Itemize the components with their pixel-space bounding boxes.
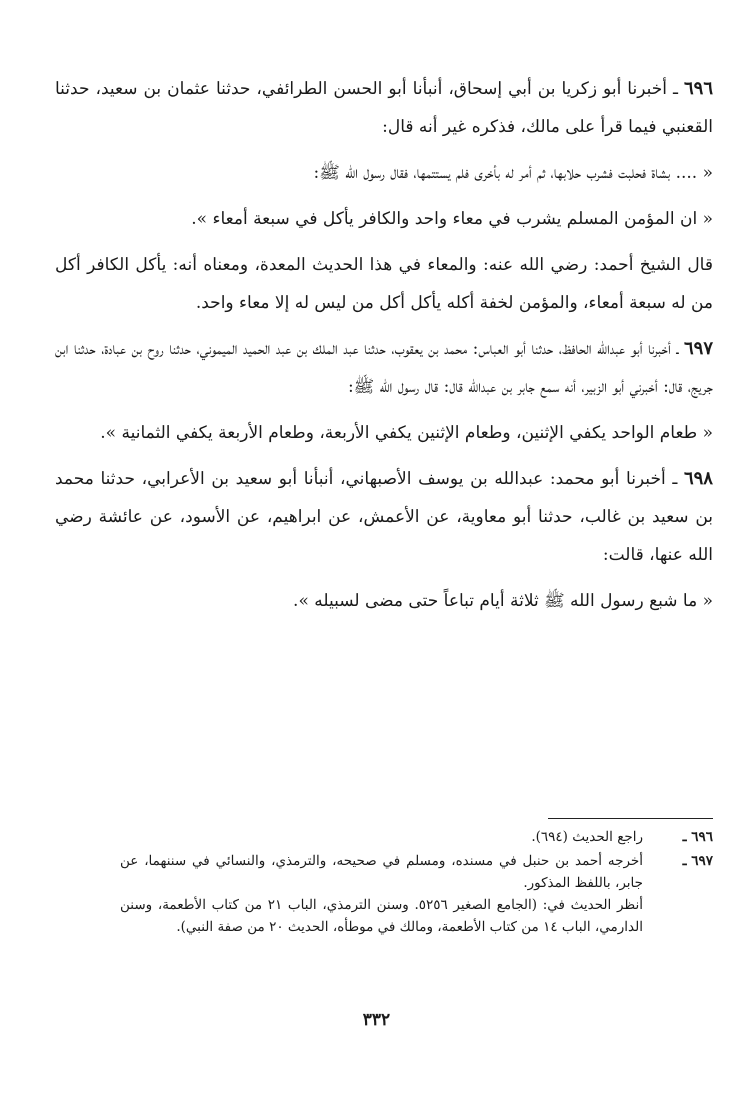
hadith-dash: ـ xyxy=(666,79,684,99)
hadith-chain: أخبرنا أبو عبدالله الحافظ، حدثنا أبو العباس: محمد بن يعقوب، حدثنا عبد الملك بن عبد الحميد الميموني، حدثنا روح بن عبادة، حدثنا ابن جريج، قال: أخبرني أبو الزبير، أنه سمع جابر بن عبدالله قال: قال رسول الله ﷺ: xyxy=(55,339,713,397)
page-number: ٣٣٢ xyxy=(362,1010,391,1030)
hadith-698-quote: « ما شبع رسول الله ﷺ ثلاثة أيام تباعاً حتى مضى لسبيله ». xyxy=(293,591,713,611)
hadith-697 xyxy=(55,330,713,406)
footnote-696 xyxy=(120,826,713,848)
hadith-696-quote-1: « .... بشاة فحلبت فشرب حلابها، ثم أمر له بأخرى فلم يستتمها، فقال رسول الله ﷺ: xyxy=(313,163,713,183)
footnote-number: ٦٩٧ ـ xyxy=(682,853,713,869)
footnotes xyxy=(120,826,713,940)
footnote-line: أخرجه أحمد بن حنبل في مسنده، ومسلم في صحيحه، والترمذي، والنسائي في سننهما، عن جابر، باللفظ المذكور. xyxy=(120,853,643,891)
footnote-line: راجع الحديث (٦٩٤). xyxy=(531,829,643,845)
hadith-dash: ـ xyxy=(670,339,684,359)
hadith-number: ٦٩٨ xyxy=(683,468,713,489)
hadith-dash: ـ xyxy=(665,469,684,489)
hadith-number: ٦٩٦ xyxy=(683,78,713,99)
hadith-697-quote: « طعام الواحد يكفي الإثنين، وطعام الإثنين يكفي الأربعة، وطعام الأربعة يكفي الثمانية ». xyxy=(100,423,713,443)
hadith-number: ٦٩٧ xyxy=(684,338,714,359)
footnote-text xyxy=(120,850,643,938)
hadith-chain: أخبرنا أبو زكريا بن أبي إسحاق، أنبأنا أبو الحسن الطرائفي، حدثنا عثمان بن سعيد، حدثنا القعنبي فيما قرأ على مالك، فذكره غير أنه قال: xyxy=(55,79,713,137)
footnote-text xyxy=(120,826,643,848)
main-text xyxy=(55,70,713,628)
footnote-697 xyxy=(120,850,713,938)
hadith-chain: أخبرنا أبو محمد: عبدالله بن يوسف الأصبهاني، أنبأنا أبو سعيد بن الأعرابي، حدثنا محمد بن سعيد بن غالب، حدثنا أبو معاوية، عن الأعمش، عن ابراهيم، عن الأسود، عن عائشة رضي الله عنها، قالت: xyxy=(55,469,713,565)
hadith-698 xyxy=(55,460,713,574)
hadith-696-commentary: قال الشيخ أحمد: رضي الله عنه: والمعاء في هذا الحديث المعدة، ومعناه أنه: يأكل الكافر أكل من له سبعة أمعاء، والمؤمن لخفة أكله يأكل أكل من ليس له إلا معاء واحد. xyxy=(55,255,713,313)
hadith-696-quote-2: « ان المؤمن المسلم يشرب في معاء واحد والكافر يأكل في سبعة أمعاء ». xyxy=(191,209,713,229)
hadith-696 xyxy=(55,70,713,146)
footnote-number: ٦٩٦ ـ xyxy=(682,829,713,845)
footnote-separator xyxy=(548,818,713,819)
footnote-line: أنظر الحديث في: (الجامع الصغير ٥٢٥٦. وسنن الترمذي، الباب ٢١ من كتاب الأطعمة، وسنن الدارمي، الباب ١٤ من كتاب الأطعمة، ومالك في موطأه، الحديث ٢٠ من صفة النبي). xyxy=(120,897,643,935)
